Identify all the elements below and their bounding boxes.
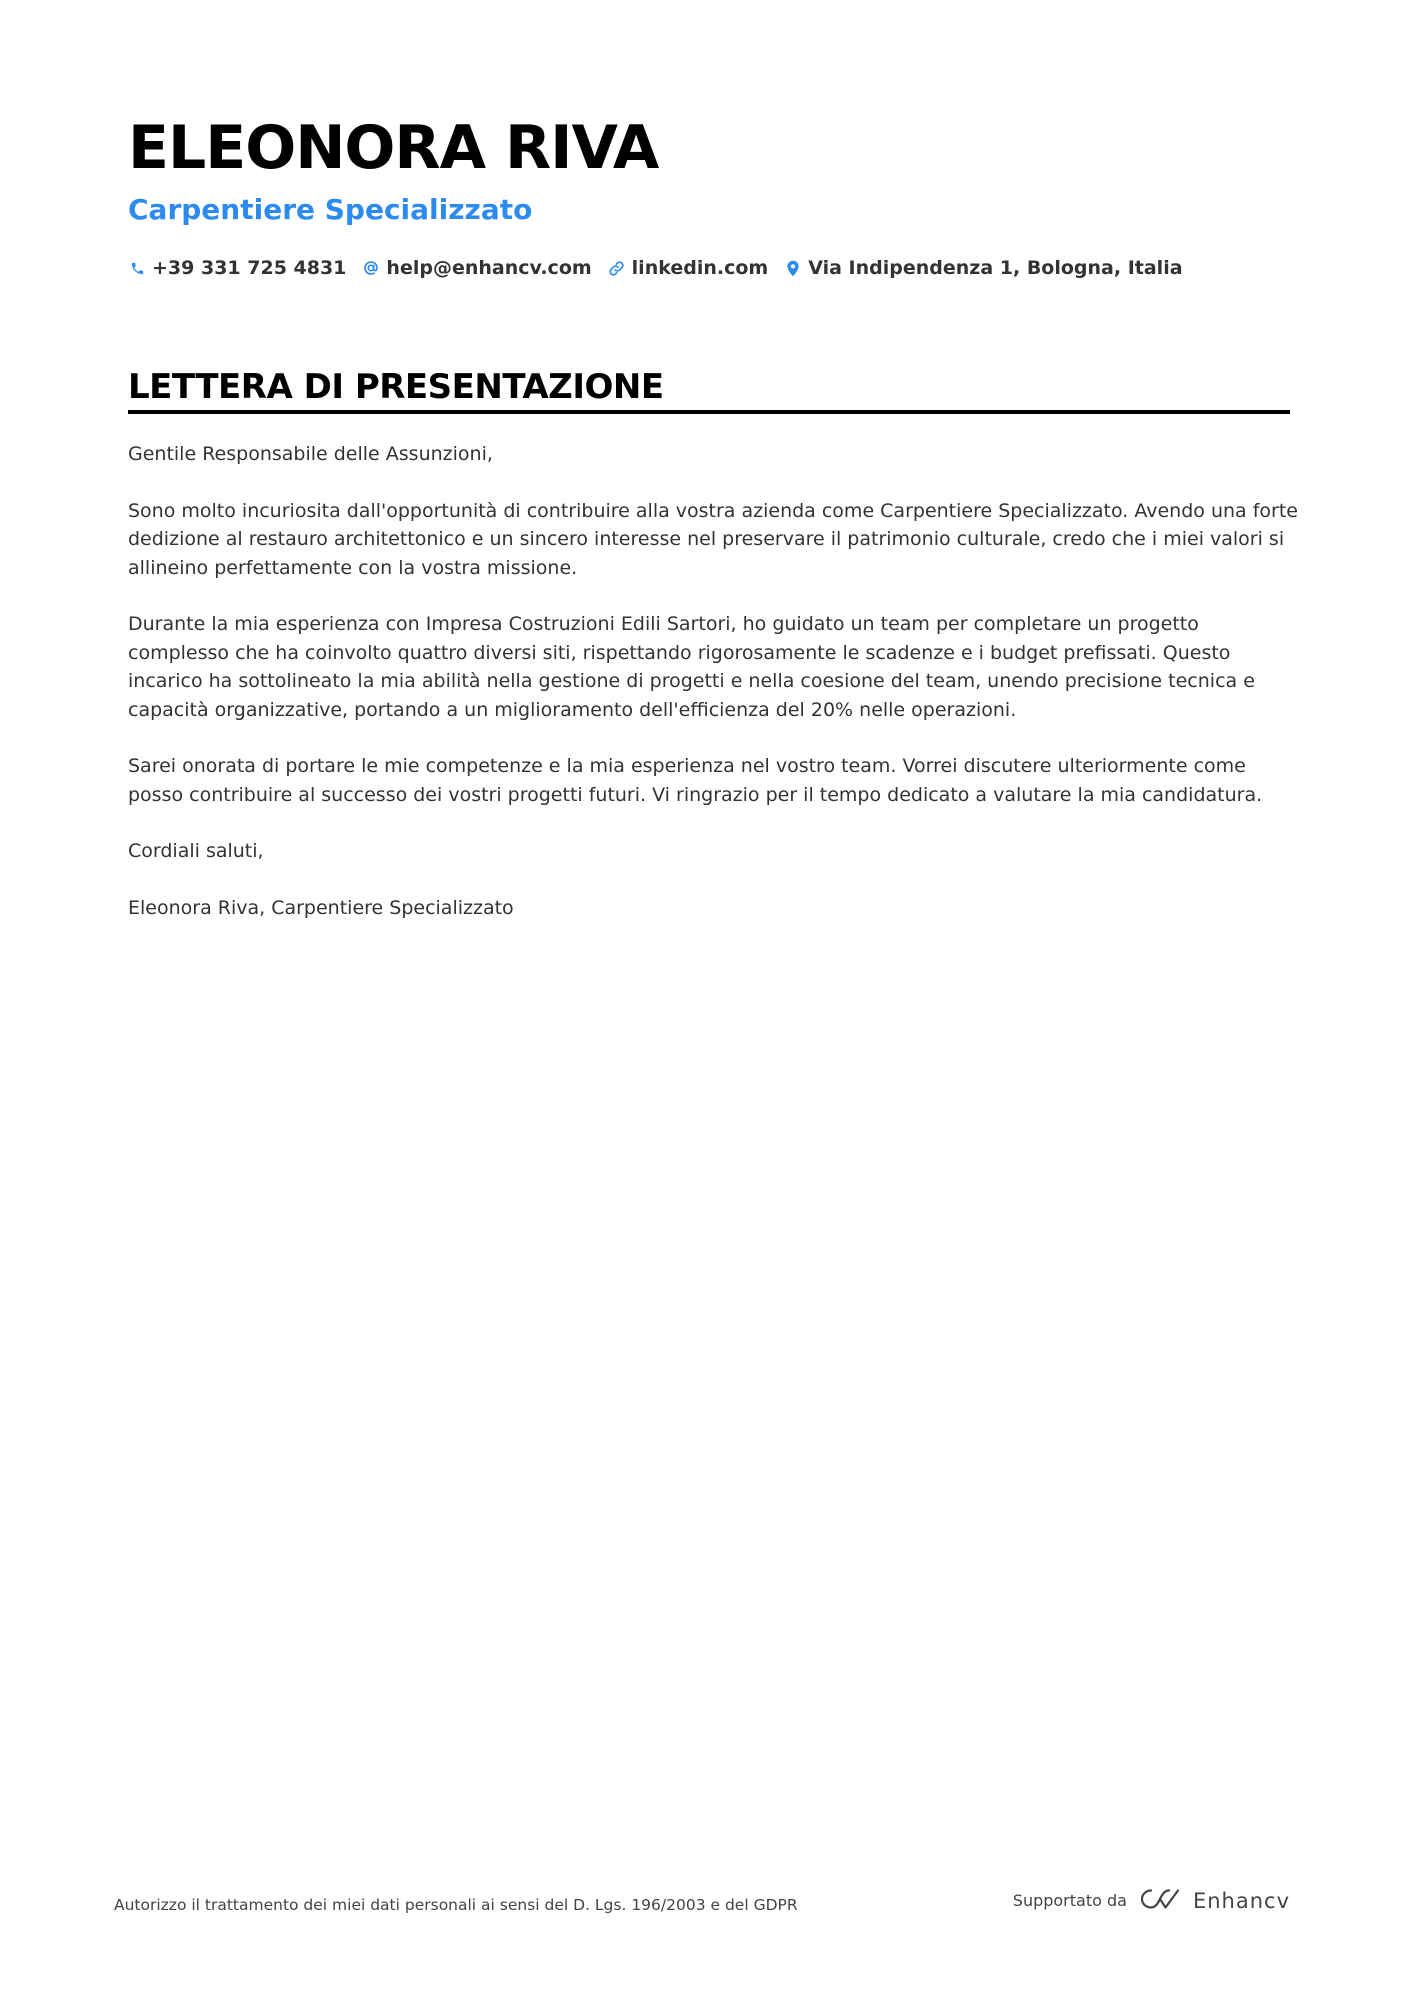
at-icon <box>362 259 380 277</box>
letter-paragraph: Durante la mia esperienza con Impresa Costruzioni Edili Sartori, ho guidato un team per completare un progetto complesso che ha coinvolto quattro diversi siti, rispettando rigorosamente le scadenze e i budget prefissati. Questo incarico ha sottolineato la mia abilità nella gestione di progetti e nella coesione del team, unendo precisione tecnica e capacità organizzative, portando a un miglioramento dell'efficienza del 20% nelle operazioni. <box>128 613 1255 721</box>
enhancv-logo <box>1137 1886 1290 1916</box>
contact-email[interactable] <box>362 254 591 282</box>
brand-name: Enhancv <box>1192 1889 1290 1913</box>
letter-body <box>128 440 1298 950</box>
contact-email-text: help@enhancv.com <box>386 257 592 279</box>
letter-paragraph: Sarei onorata di portare le mie competenze e la mia esperienza nel vostro team. Vorrei discutere ulteriormente come posso contribuire al successo dei vostri progetti futuri. Vi ringrazio per il tempo dedicato a valutare la mia candidatura. <box>128 755 1263 806</box>
supported-by-label: Supportato da <box>1012 1891 1127 1910</box>
contact-address <box>784 254 1182 282</box>
contact-address-text: Via Indipendenza 1, Bologna, Italia <box>808 257 1183 279</box>
section-title: LETTERA DI PRESENTAZIONE <box>128 367 664 407</box>
contact-phone-text: +39 331 725 4831 <box>152 257 347 279</box>
link-icon <box>608 259 626 277</box>
letter-paragraph: Sono molto incuriosita dall'opportunità di contribuire alla vostra azienda come Carpentiere Specializzato. Avendo una forte dedizione al restauro architettonico e un sincero interesse nel preservare il patrimonio culturale, credo che i miei valori si allineino perfettamente con la vostra missione. <box>128 499 1298 579</box>
footer-branding[interactable] <box>1013 1886 1290 1916</box>
section-divider <box>128 410 1290 414</box>
location-pin-icon <box>784 259 802 277</box>
letter-closing: Cordiali saluti, <box>128 840 264 862</box>
contact-phone <box>128 254 346 282</box>
candidate-name: ELEONORA RIVA <box>128 113 659 183</box>
candidate-role: Carpentiere Specializzato <box>128 193 533 226</box>
contact-linkedin[interactable] <box>608 254 769 282</box>
letter-signature: Eleonora Riva, Carpentiere Specializzato <box>128 896 514 919</box>
privacy-consent-note: Autorizzo il trattamento dei miei dati personali ai sensi del D. Lgs. 196/2003 e del GDPR <box>114 1896 798 1914</box>
letter-salutation: Gentile Responsabile delle Assunzioni, <box>128 443 493 465</box>
contact-linkedin-text: linkedin.com <box>631 257 769 279</box>
phone-icon <box>128 259 146 277</box>
enhancv-logo-icon <box>1137 1886 1183 1916</box>
contact-bar <box>128 254 1183 282</box>
